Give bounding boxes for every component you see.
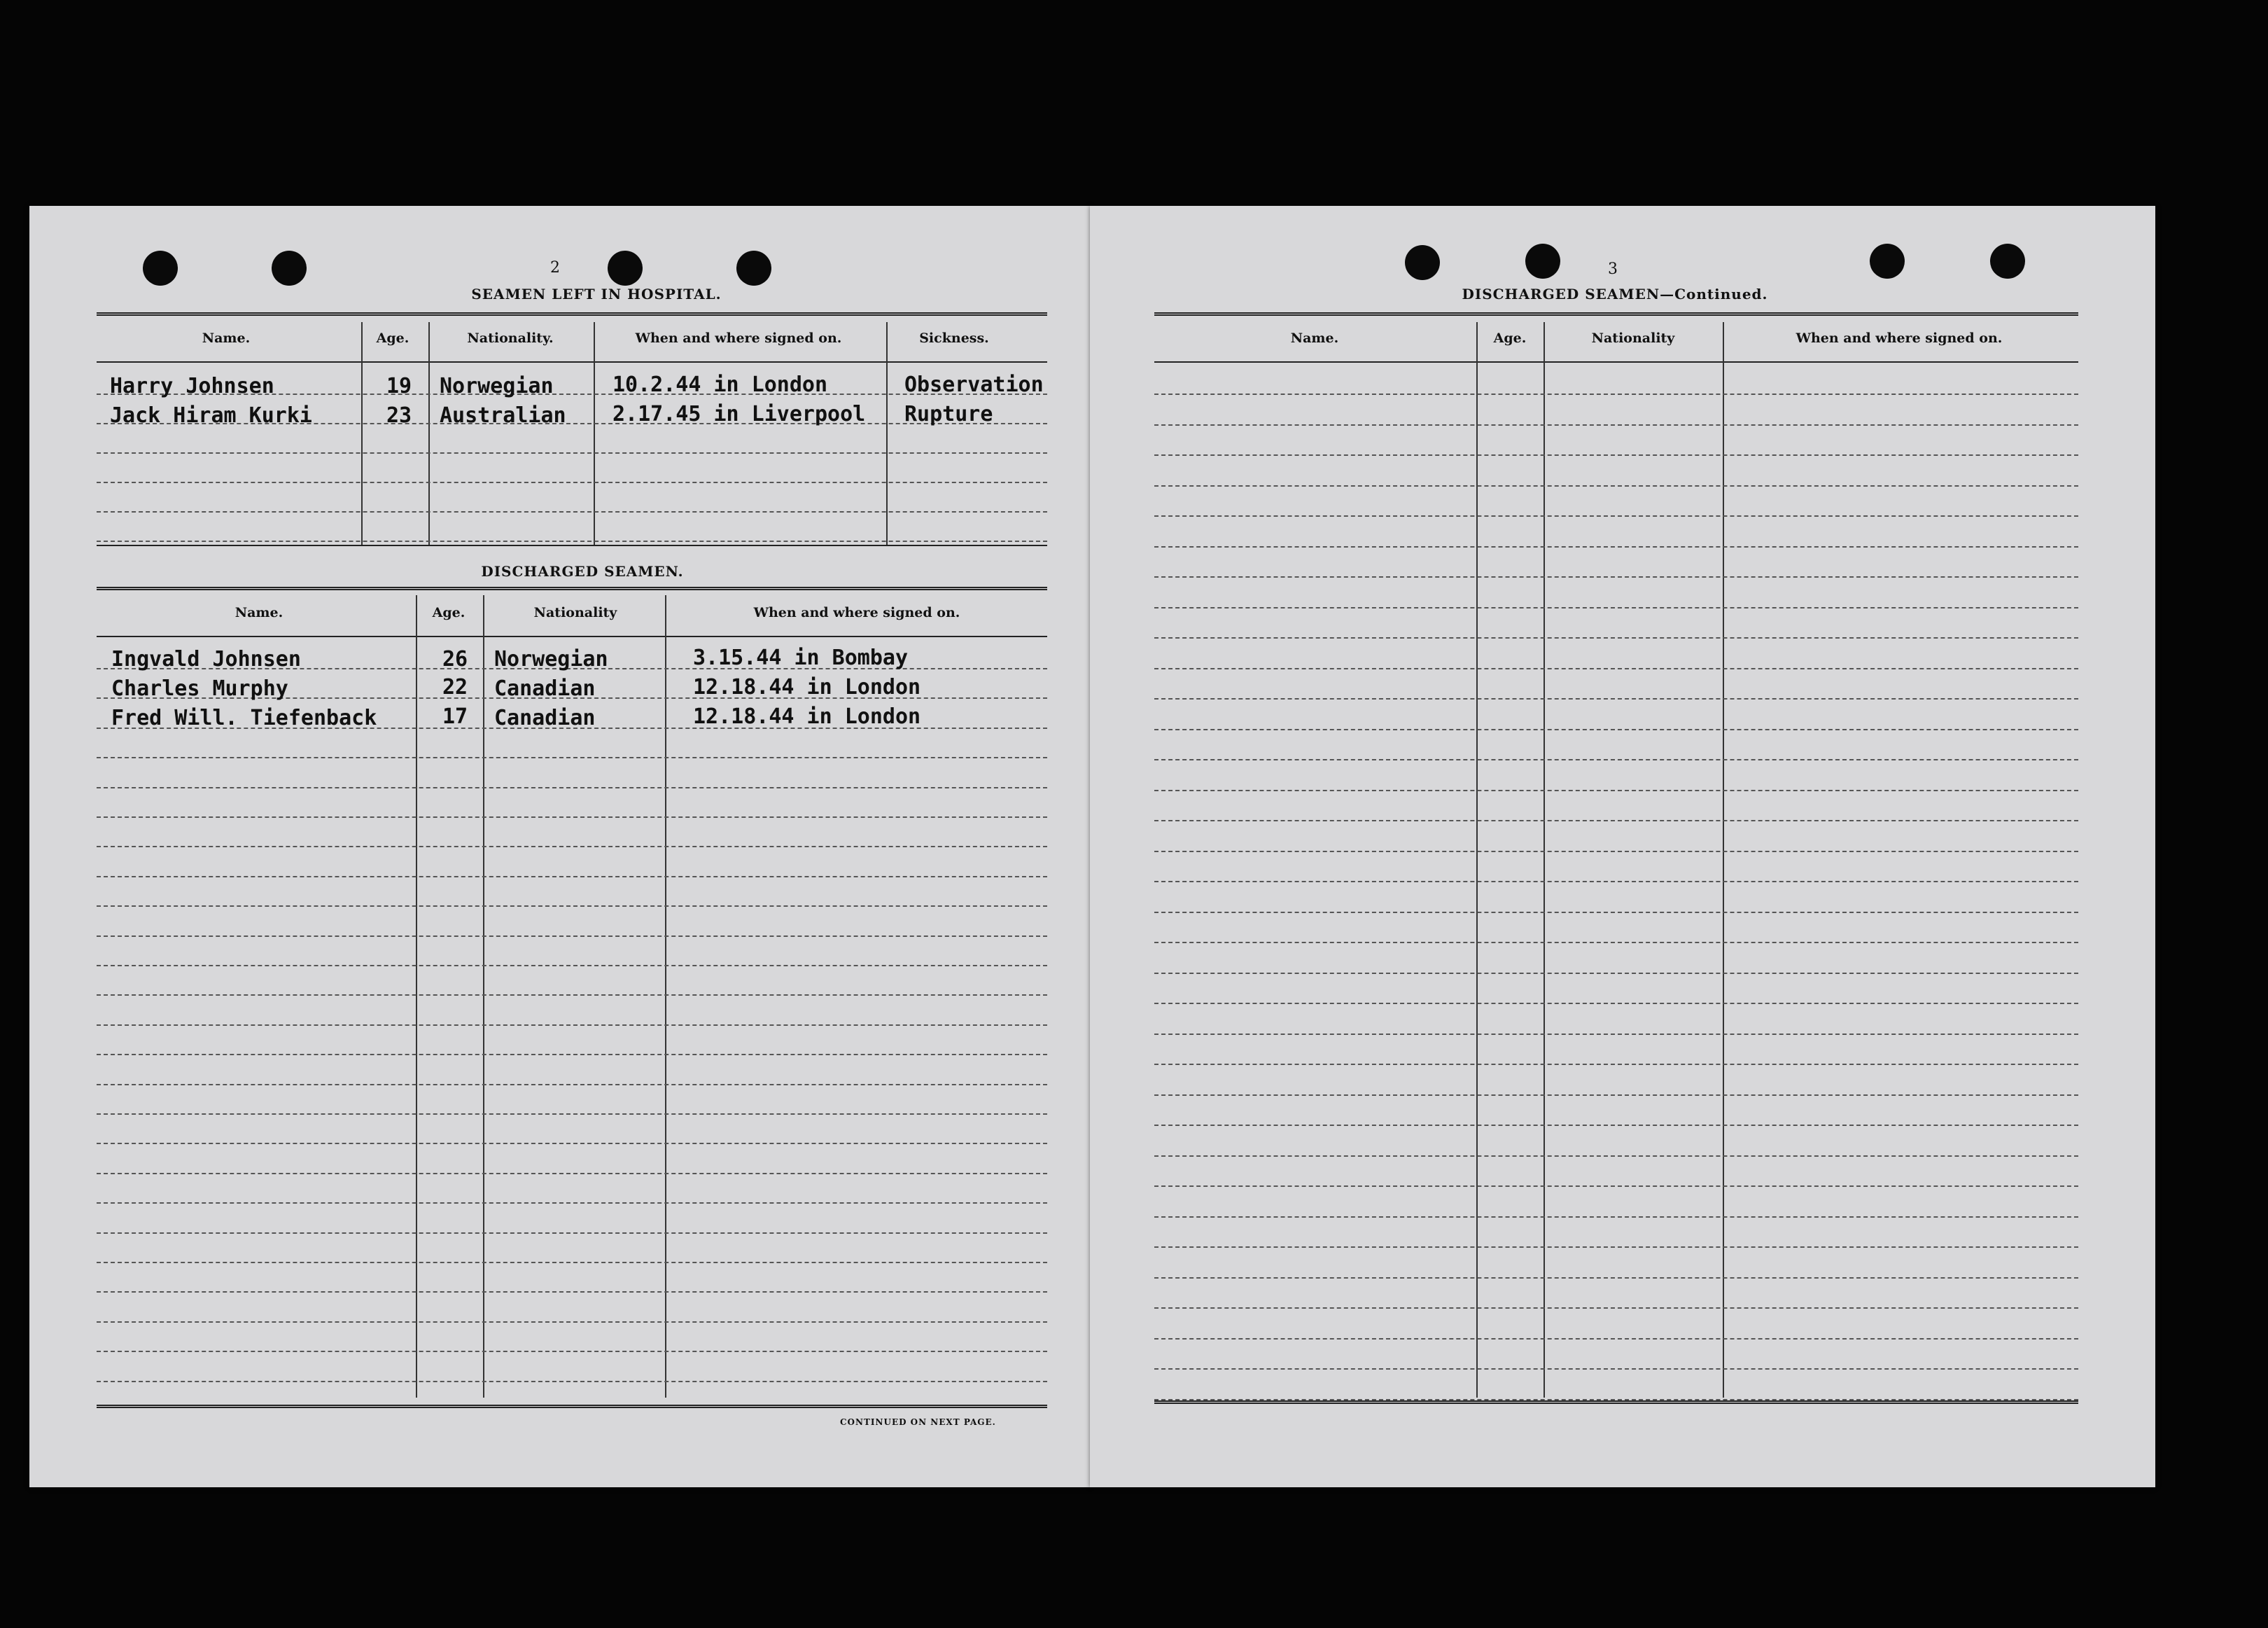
ruled-line: [97, 846, 1047, 847]
discharged-row-1-signed-on: 3.15.44 in Bombay: [693, 646, 909, 670]
hospital-row-1-signed-on: 10.2.44 in London: [612, 373, 828, 397]
ruled-line: [97, 787, 1047, 788]
discharged-row-3-nationality: Canadian: [494, 706, 596, 730]
page-number: 2: [550, 259, 560, 277]
table-bottom-rule: [1154, 1400, 2078, 1404]
ruled-line: [1154, 973, 2078, 974]
ruled-line: [1154, 515, 2078, 517]
ruled-line: [97, 965, 1047, 966]
ruled-line: [1154, 394, 2078, 395]
col-divider: [428, 322, 430, 546]
col-header-age: Age.: [376, 331, 410, 346]
ruled-line: [1154, 1277, 2078, 1279]
hospital-row-1-nationality: Norwegian: [440, 374, 554, 398]
hospital-row-2-nationality: Australian: [440, 403, 566, 428]
ruled-line: [1154, 424, 2078, 426]
col-divider: [594, 322, 595, 546]
ruled-line: [1154, 1094, 2078, 1096]
ruled-line: [1154, 668, 2078, 669]
ruled-line: [97, 905, 1047, 907]
ruled-line: [97, 541, 1047, 542]
discharged-row-1-name: Ingvald Johnsen: [111, 647, 301, 672]
table-top-rule: [97, 312, 1047, 316]
col-divider: [361, 322, 363, 546]
col-header-nationality: Nationality.: [467, 331, 554, 346]
ruled-line: [1154, 1368, 2078, 1370]
punch-hole: [143, 251, 178, 286]
ruled-line: [1154, 1155, 2078, 1157]
ruled-line: [97, 1173, 1047, 1174]
punch-hole: [1405, 245, 1440, 280]
right-page: [1090, 206, 2155, 1487]
col-divider: [416, 595, 417, 1398]
discharged-row-2-nationality: Canadian: [494, 676, 596, 701]
ruled-line: [97, 1143, 1047, 1144]
ruled-line: [97, 452, 1047, 454]
discharged-row-3-age: 17: [442, 704, 468, 729]
ruled-line: [1154, 576, 2078, 578]
punch-hole: [1990, 244, 2025, 279]
continued-footer: CONTINUED ON NEXT PAGE.: [840, 1417, 996, 1427]
table-top-rule: [97, 587, 1047, 590]
ruled-line: [1154, 1003, 2078, 1004]
ruled-line: [97, 1084, 1047, 1085]
discharged-row-3-name: Fred Will. Tiefenback: [111, 706, 377, 730]
ruled-line: [1154, 637, 2078, 639]
col-divider: [1544, 322, 1545, 1398]
ruled-line: [1154, 607, 2078, 608]
section-divider-rule: [97, 545, 1047, 546]
ruled-line: [1154, 485, 2078, 487]
ruled-line: [97, 1291, 1047, 1293]
col-header-name: Name.: [1290, 331, 1339, 346]
left-page: [29, 206, 1090, 1487]
ruled-line: [1154, 759, 2078, 760]
ruled-line: [1154, 698, 2078, 700]
hospital-row-2-sickness: Rupture: [904, 402, 993, 426]
header-rule: [1154, 361, 2078, 363]
punch-hole: [272, 251, 307, 286]
punch-hole: [608, 251, 643, 286]
punch-hole: [1870, 244, 1905, 279]
ruled-line: [97, 1351, 1047, 1352]
col-header-name: Name.: [234, 605, 284, 620]
col-header-sickness: Sickness.: [919, 331, 989, 346]
ruled-line: [1154, 881, 2078, 882]
table-bottom-rule: [97, 1405, 1047, 1408]
ruled-line: [97, 757, 1047, 758]
col-divider: [665, 595, 666, 1398]
col-header-signed-on: When and where signed on.: [753, 605, 960, 620]
discharged-row-1-nationality: Norwegian: [494, 647, 608, 672]
ruled-line: [97, 1113, 1047, 1115]
ruled-line: [97, 816, 1047, 818]
ruled-line: [97, 1381, 1047, 1382]
ruled-line: [1154, 1064, 2078, 1065]
punch-hole: [1525, 244, 1560, 279]
discharged-row-2-name: Charles Murphy: [111, 676, 288, 701]
ruled-line: [1154, 1338, 2078, 1340]
ruled-line: [97, 935, 1047, 937]
ruled-line: [97, 1024, 1047, 1026]
col-divider: [1723, 322, 1724, 1398]
discharged-section-title: DISCHARGED SEAMEN.: [481, 563, 684, 580]
ruled-line: [97, 1202, 1047, 1204]
ruled-line: [97, 482, 1047, 483]
hospital-row-2-age: 23: [386, 403, 412, 428]
col-divider: [886, 322, 888, 546]
ruled-line: [97, 876, 1047, 877]
ruled-line: [1154, 942, 2078, 943]
ruled-line: [1154, 546, 2078, 548]
ruled-line: [1154, 729, 2078, 730]
col-header-nationality: Nationality: [1591, 331, 1675, 346]
ruled-line: [97, 1321, 1047, 1323]
hospital-row-1-name: Harry Johnsen: [110, 374, 274, 398]
ruled-line: [1154, 454, 2078, 456]
ruled-line: [1154, 1125, 2078, 1126]
ruled-line: [1154, 820, 2078, 821]
col-divider: [483, 595, 484, 1398]
col-header-signed-on: When and where signed on.: [635, 331, 842, 346]
hospital-row-2-name: Jack Hiram Kurki: [110, 403, 312, 428]
hospital-section-title: SEAMEN LEFT IN HOSPITAL.: [471, 286, 722, 302]
ruled-line: [1154, 790, 2078, 791]
ruled-line: [97, 1262, 1047, 1263]
ruled-line: [1154, 851, 2078, 852]
col-header-nationality: Nationality: [533, 605, 617, 620]
ruled-line: [1154, 1216, 2078, 1218]
hospital-row-1-sickness: Observation: [904, 373, 1044, 397]
discharged-row-3-signed-on: 12.18.44 in London: [693, 704, 921, 729]
ruled-line: [1154, 912, 2078, 913]
table-top-rule: [1154, 312, 2078, 316]
discharged-row-2-signed-on: 12.18.44 in London: [693, 675, 921, 700]
punch-hole: [736, 251, 771, 286]
ruled-line: [1154, 1307, 2078, 1309]
ruled-line: [1154, 1034, 2078, 1035]
discharged-row-2-age: 22: [442, 675, 468, 700]
col-divider: [1476, 322, 1478, 1398]
page-number: 3: [1608, 260, 1618, 278]
ruled-line: [97, 1054, 1047, 1055]
header-rule: [97, 636, 1047, 637]
discharged-row-1-age: 26: [442, 647, 468, 672]
col-header-age: Age.: [1493, 331, 1527, 346]
header-rule: [97, 361, 1047, 363]
hospital-row-2-signed-on: 2.17.45 in Liverpool: [612, 402, 866, 426]
discharged-continued-title: DISCHARGED SEAMEN—Continued.: [1462, 286, 1768, 302]
col-header-signed-on: When and where signed on.: [1795, 331, 2003, 346]
ruled-line: [97, 1232, 1047, 1234]
ruled-line: [1154, 1246, 2078, 1248]
ruled-line: [97, 994, 1047, 996]
ruled-line: [1154, 1185, 2078, 1187]
ruled-line: [97, 511, 1047, 513]
col-header-name: Name.: [202, 331, 251, 346]
col-header-age: Age.: [432, 605, 465, 620]
hospital-row-1-age: 19: [386, 374, 412, 398]
